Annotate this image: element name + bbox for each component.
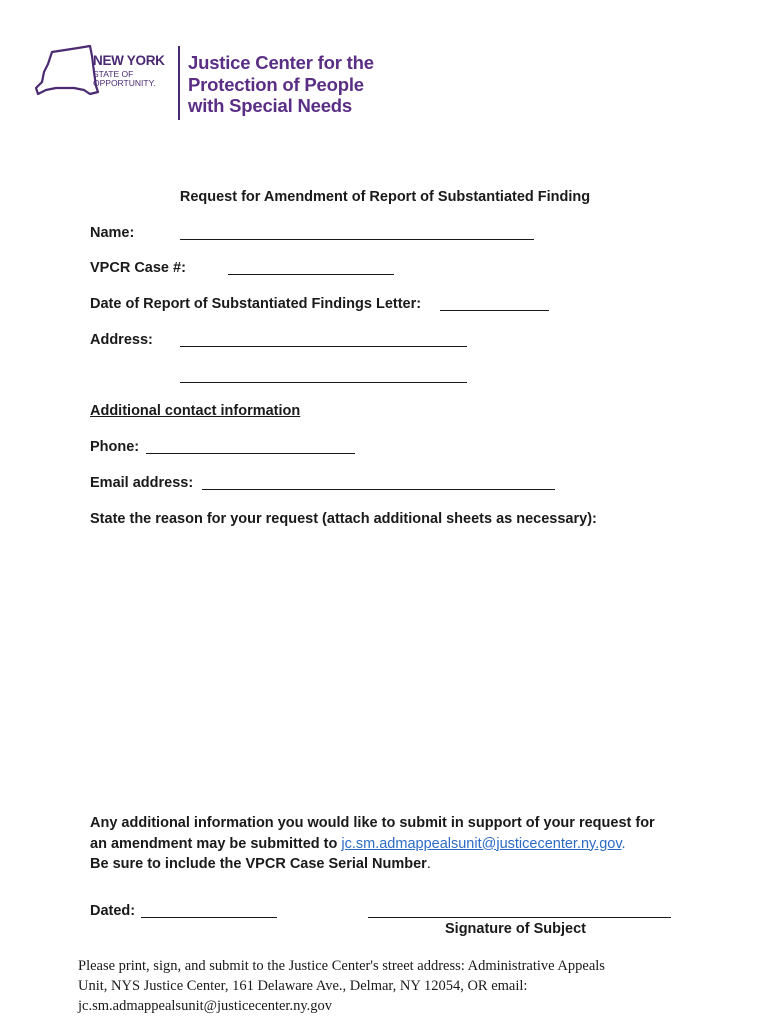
submission-instructions: Any additional information you would like to submit in support of your request for an amendment may be submitted to jc.sm.admappealsunit@justicecenter.ny.gov. Be sure to include the VPCR Case Serial Number. <box>90 815 655 872</box>
address-field-line1[interactable] <box>180 346 467 347</box>
vpcr-case-field[interactable] <box>228 274 394 275</box>
contact-info-heading: Additional contact information <box>90 403 301 419</box>
footer-mailing-instructions: Please print, sign, and submit to the Justice Center's street address: Administrative Appeals Unit, NYS Justice Center, 161 Delaware Ave., Delmar, NY 12054, OR email: jc.sm.admappealsunit@justicecenter.ny.gov <box>78 958 605 1014</box>
name-label: Name: <box>90 225 135 241</box>
dated-field[interactable] <box>141 917 277 918</box>
address-field-line2[interactable] <box>180 382 467 383</box>
signature-label: Signature of Subject <box>445 921 586 937</box>
email-label: Email address: <box>90 475 194 491</box>
organization-name: Justice Center for the Protection of People with Special Needs <box>188 52 374 116</box>
vpcr-case-label: VPCR Case #: <box>90 260 186 276</box>
form-title: Request for Amendment of Report of Substantiated Finding <box>179 189 591 205</box>
appeals-email-link[interactable]: jc.sm.admappealsunit@justicecenter.ny.gov <box>341 835 622 852</box>
phone-label: Phone: <box>90 439 140 455</box>
address-label: Address: <box>90 332 153 348</box>
report-date-field[interactable] <box>440 310 549 311</box>
new-york-logo-subtitle: STATE OF OPPORTUNITY. <box>93 69 156 88</box>
email-field[interactable] <box>202 489 555 490</box>
report-date-label: Date of Report of Substantiated Findings Letter: <box>90 296 422 312</box>
dated-label: Dated: <box>90 903 136 919</box>
signature-field[interactable] <box>368 917 671 918</box>
reason-label: State the reason for your request (attach additional sheets as necessary): <box>90 511 597 527</box>
new-york-logo-title: NEW YORK <box>93 53 165 68</box>
logo-divider <box>178 46 180 120</box>
phone-field[interactable] <box>146 453 355 454</box>
name-field[interactable] <box>180 239 534 240</box>
reason-field[interactable] <box>90 535 690 800</box>
